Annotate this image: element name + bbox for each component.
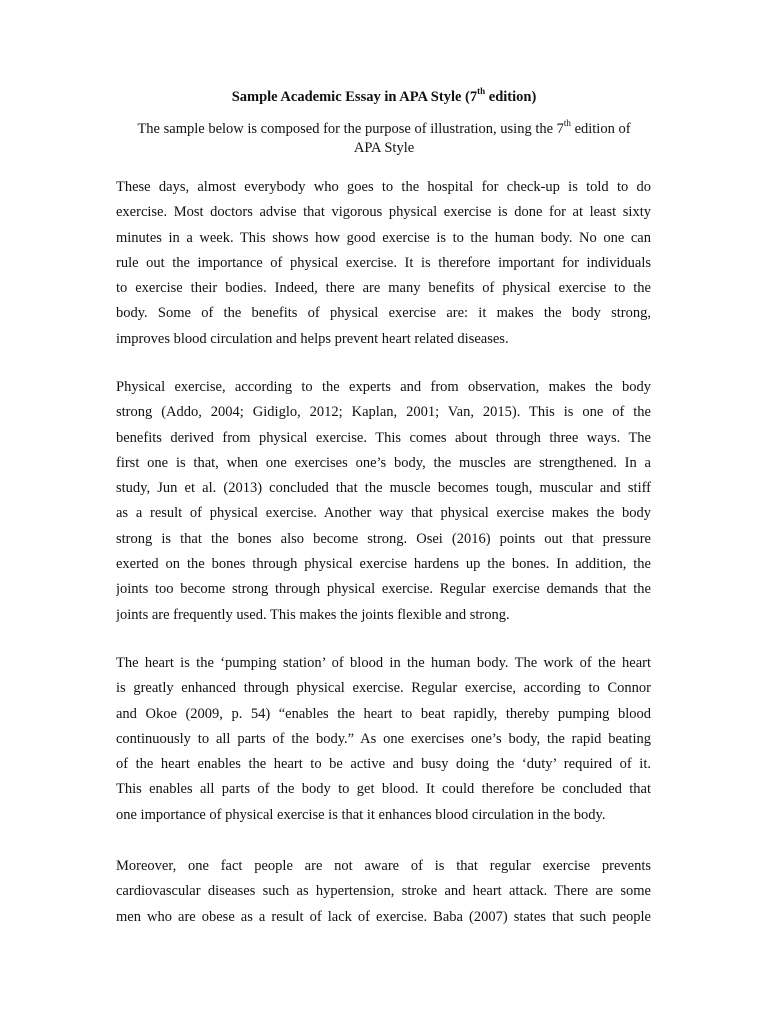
essay-subtitle-text: The sample below is composed for the purpose of illustration, using the 7 <box>137 121 564 137</box>
text-line: rule out the importance of physical exercise. It is therefore important for individuals <box>116 254 651 271</box>
paragraph-1 <box>116 175 651 352</box>
text-line: continuously to all parts of the body.” As one exercises one’s body, the rapid beating <box>116 730 651 747</box>
paragraph-2 <box>116 375 651 628</box>
essay-title-text: Sample Academic Essay in APA Style (7 <box>231 89 478 105</box>
essay-subtitle <box>112 120 656 158</box>
essay-subtitle-line-2: APA Style <box>353 140 415 156</box>
text-line: and Okoe (2009, p. 54) “enables the heart to beat rapidly, thereby pumping blood <box>116 705 651 722</box>
text-line: Physical exercise, according to the experts and from observation, makes the body <box>116 379 651 395</box>
essay-subtitle-superscript: th <box>563 118 571 129</box>
essay-subtitle-text-end: edition of <box>570 121 631 137</box>
text-line: This enables all parts of the body to get blood. It could therefore be concluded that <box>116 781 651 798</box>
text-line: joints too become strong through physical exercise. Regular exercise demands that the <box>116 581 651 598</box>
essay-subtitle-line-1 <box>112 120 656 139</box>
text-line: strong is that the bones also become strong. Osei (2016) points out that pressure <box>116 530 651 547</box>
text-line: body. Some of the benefits of physical exercise are: it makes the body strong, <box>116 305 651 322</box>
text-line: to exercise their bodies. Indeed, there are many benefits of physical exercise to the <box>116 280 651 297</box>
text-line: benefits derived from physical exercise. This comes about through three ways. The <box>116 429 651 446</box>
text-line: of the heart enables the heart to be active and busy doing the ‘duty’ required of it. <box>116 756 651 773</box>
essay-title-superscript: th <box>477 86 486 97</box>
paragraph-4 <box>116 854 651 930</box>
text-line: Moreover, one fact people are not aware of is that regular exercise prevents <box>116 858 651 874</box>
text-line: as a result of physical exercise. Another way that physical exercise makes the body <box>116 505 651 522</box>
text-line: The heart is the ‘pumping station’ of blood in the human body. The work of the heart <box>116 655 651 671</box>
text-line: strong (Addo, 2004; Gidiglo, 2012; Kaplan, 2001; Van, 2015). This is one of the <box>116 404 651 421</box>
essay-title <box>116 88 652 106</box>
text-line: one importance of physical exercise is that it enhances blood circulation in the body. <box>116 806 606 823</box>
text-line: study, Jun et al. (2013) concluded that the muscle becomes tough, muscular and stiff <box>116 480 651 497</box>
text-line: is greatly enhanced through physical exercise. Regular exercise, according to Connor <box>116 680 651 697</box>
text-line: men who are obese as a result of lack of exercise. Baba (2007) states that such people <box>116 908 651 925</box>
text-line: cardiovascular diseases such as hypertension, stroke and heart attack. There are some <box>116 883 651 900</box>
essay-title-text-end: edition) <box>485 89 537 105</box>
text-line: improves blood circulation and helps prevent heart related diseases. <box>116 330 509 347</box>
text-line: exerted on the bones through physical exercise hardens up the bones. In addition, the <box>116 556 651 573</box>
text-line: exercise. Most doctors advise that vigorous physical exercise is done for at least sixty <box>116 204 651 221</box>
text-line: These days, almost everybody who goes to the hospital for check-up is told to do <box>116 179 651 195</box>
text-line: joints are frequently used. This makes the joints flexible and strong. <box>116 606 510 623</box>
paragraph-3 <box>116 651 651 828</box>
text-line: first one is that, when one exercises one’s body, the muscles are strengthened. In a <box>116 454 651 471</box>
text-line: minutes in a week. This shows how good exercise is to the human body. No one can <box>116 229 651 246</box>
